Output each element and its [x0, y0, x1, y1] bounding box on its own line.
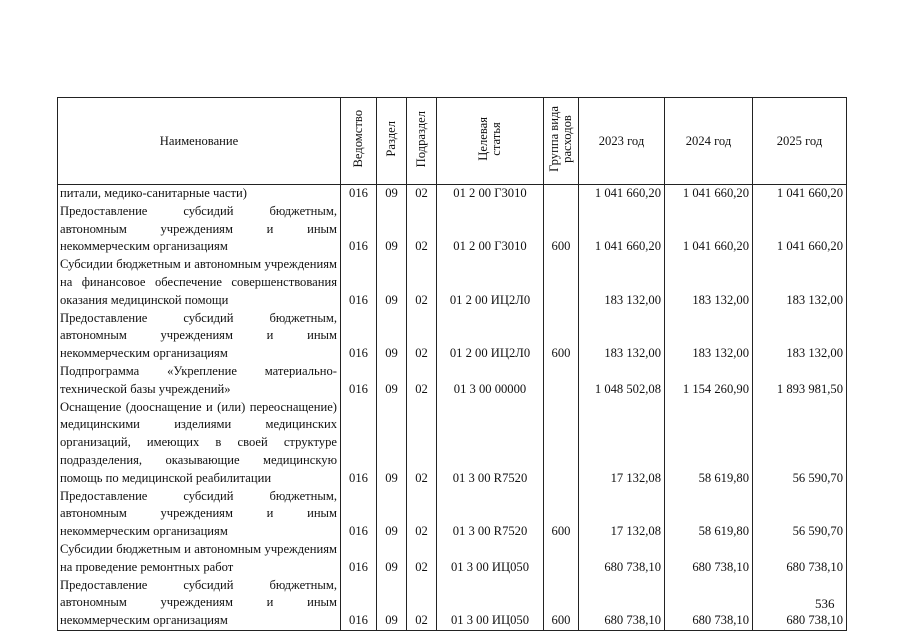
row-group [544, 541, 579, 577]
row-subsection: 02 [407, 488, 437, 541]
row-section: 09 [377, 541, 407, 577]
row-2023: 1 041 660,20 [579, 203, 665, 256]
row-dept: 016 [341, 541, 377, 577]
row-section: 09 [377, 256, 407, 309]
header-dept: Ведомство [341, 98, 377, 185]
budget-table [57, 97, 847, 631]
row-group [544, 363, 579, 399]
row-target: 01 2 00 ИЦ2Л0 [437, 256, 544, 309]
row-2025: 1 893 981,50 [753, 363, 847, 399]
row-subsection: 02 [407, 363, 437, 399]
row-2025: 56 590,70 [753, 399, 847, 488]
row-target: 01 2 00 ИЦ2Л0 [437, 310, 544, 363]
row-dept: 016 [341, 185, 377, 203]
row-target: 01 2 00 Г3010 [437, 203, 544, 256]
row-subsection: 02 [407, 256, 437, 309]
row-target: 01 3 00 ИЦ050 [437, 577, 544, 631]
row-name: Субсидии бюджетным и автономным учреждениям на финансовое обеспечение совершенствования оказания медицинской помощи [58, 256, 341, 309]
row-subsection: 02 [407, 577, 437, 631]
row-name: Подпрограмма «Укрепление материально-технической базы учреждений» [58, 363, 341, 399]
table-row [58, 488, 847, 541]
row-2023: 17 132,08 [579, 399, 665, 488]
row-group [544, 185, 579, 203]
row-group [544, 256, 579, 309]
header-name: Наименование [58, 98, 341, 185]
table-row [58, 541, 847, 577]
row-2024: 183 132,00 [665, 256, 753, 309]
row-2025: 1 041 660,20 [753, 203, 847, 256]
row-2023: 680 738,10 [579, 541, 665, 577]
table-header-row [58, 98, 847, 185]
page-number: 536 [815, 596, 835, 611]
row-2025: 680 738,10 [753, 577, 847, 631]
row-name: Субсидии бюджетным и автономным учреждениям на проведение ремонтных работ [58, 541, 341, 577]
row-section: 09 [377, 577, 407, 631]
row-2025: 56 590,70 [753, 488, 847, 541]
row-2023: 183 132,00 [579, 310, 665, 363]
row-group [544, 399, 579, 488]
row-2023: 680 738,10 [579, 577, 665, 631]
header-2023: 2023 год [579, 98, 665, 185]
row-name: питали, медико-санитарные части) [58, 185, 341, 203]
header-group: Группа вида расходов [544, 98, 579, 185]
header-subsection: Подраздел [407, 98, 437, 185]
row-name: Предоставление субсидий бюджетным, автономным учреждениям и иным некоммерческим организациям [58, 577, 341, 631]
row-2024: 680 738,10 [665, 541, 753, 577]
header-target: Целевая статья [437, 98, 544, 185]
row-section: 09 [377, 488, 407, 541]
row-2025: 680 738,10 [753, 541, 847, 577]
row-2024: 680 738,10 [665, 577, 753, 631]
row-target: 01 2 00 Г3010 [437, 185, 544, 203]
row-2023: 17 132,08 [579, 488, 665, 541]
row-2024: 1 041 660,20 [665, 203, 753, 256]
row-2025: 183 132,00 [753, 256, 847, 309]
row-name: Предоставление субсидий бюджетным, автономным учреждениям и иным некоммерческим организациям [58, 310, 341, 363]
row-2024: 58 619,80 [665, 488, 753, 541]
row-group: 600 [544, 577, 579, 631]
row-section: 09 [377, 203, 407, 256]
row-target: 01 3 00 00000 [437, 363, 544, 399]
row-section: 09 [377, 363, 407, 399]
row-2024: 1 154 260,90 [665, 363, 753, 399]
row-name: Предоставление субсидий бюджетным, автономным учреждениям и иным некоммерческим организациям [58, 203, 341, 256]
row-group: 600 [544, 310, 579, 363]
table-row [58, 185, 847, 203]
row-2025: 1 041 660,20 [753, 185, 847, 203]
row-section: 09 [377, 310, 407, 363]
table-row [58, 363, 847, 399]
row-group: 600 [544, 488, 579, 541]
row-subsection: 02 [407, 203, 437, 256]
table-row [58, 203, 847, 256]
table-row [58, 256, 847, 309]
row-subsection: 02 [407, 310, 437, 363]
row-2023: 1 048 502,08 [579, 363, 665, 399]
row-name: Оснащение (дооснащение и (или) переоснащение) медицинскими изделиями медицинских организаций, имеющих в своей структуре подразделения, оказывающие медицинскую помощь по медицинской реабилитации [58, 399, 341, 488]
row-section: 09 [377, 185, 407, 203]
row-subsection: 02 [407, 541, 437, 577]
row-subsection: 02 [407, 399, 437, 488]
row-target: 01 3 00 R7520 [437, 399, 544, 488]
row-2023: 183 132,00 [579, 256, 665, 309]
row-2024: 1 041 660,20 [665, 185, 753, 203]
row-dept: 016 [341, 399, 377, 488]
table-row [58, 310, 847, 363]
row-dept: 016 [341, 256, 377, 309]
header-section: Раздел [377, 98, 407, 185]
row-target: 01 3 00 ИЦ050 [437, 541, 544, 577]
row-2024: 183 132,00 [665, 310, 753, 363]
row-group: 600 [544, 203, 579, 256]
row-name: Предоставление субсидий бюджетным, автономным учреждениям и иным некоммерческим организациям [58, 488, 341, 541]
table-row [58, 399, 847, 488]
header-2024: 2024 год [665, 98, 753, 185]
header-2025: 2025 год [753, 98, 847, 185]
row-section: 09 [377, 399, 407, 488]
row-dept: 016 [341, 488, 377, 541]
row-2024: 58 619,80 [665, 399, 753, 488]
row-dept: 016 [341, 577, 377, 631]
row-dept: 016 [341, 363, 377, 399]
row-dept: 016 [341, 203, 377, 256]
row-2025: 183 132,00 [753, 310, 847, 363]
row-2023: 1 041 660,20 [579, 185, 665, 203]
row-target: 01 3 00 R7520 [437, 488, 544, 541]
table-row [58, 577, 847, 631]
row-dept: 016 [341, 310, 377, 363]
row-subsection: 02 [407, 185, 437, 203]
